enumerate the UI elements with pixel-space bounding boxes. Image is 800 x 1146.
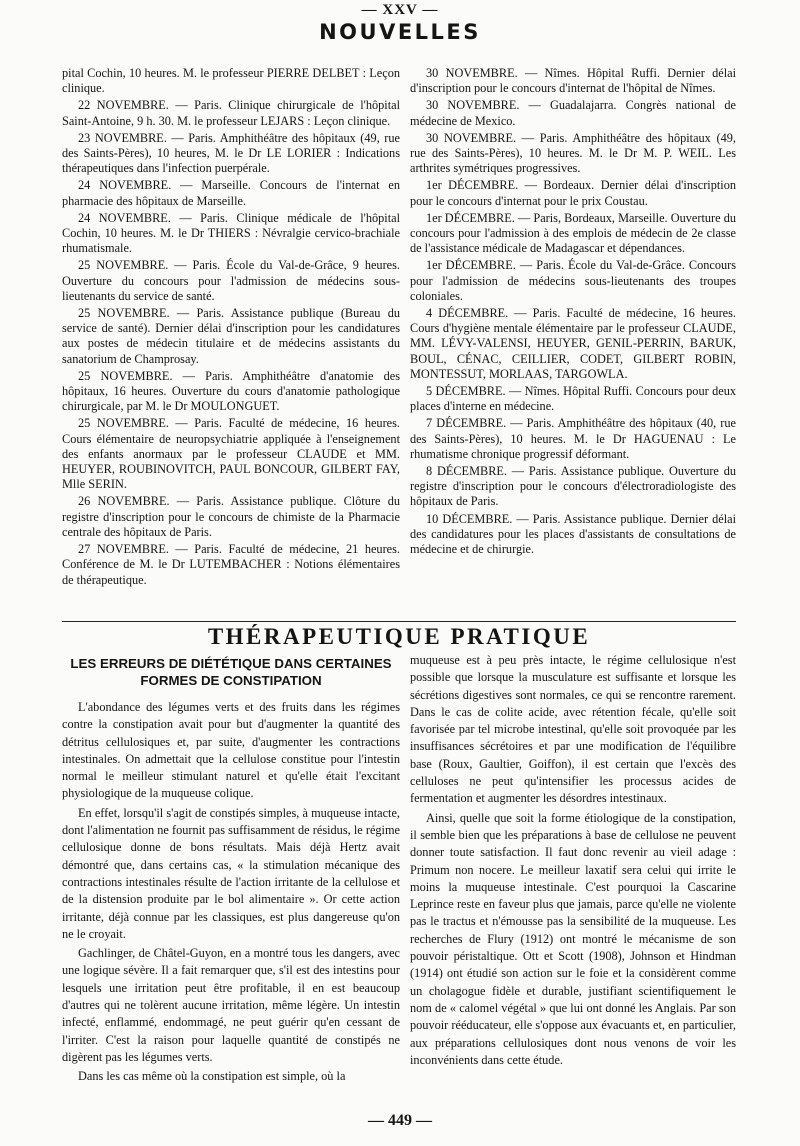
news-item: 25 NOVEMBRE. — Paris. Amphithéâtre d'anatomie des hôpitaux, 16 heures. Ouverture du cours d'anatomie pathologique chirurgicale, par M. le Dr MOULONGUET.	[62, 368, 400, 414]
article-title	[62, 655, 400, 689]
article-column-right	[410, 652, 736, 1071]
article-column-left	[62, 699, 400, 1088]
news-item: 1er DÉCEMBRE. — Paris, Bordeaux, Marseille. Ouverture du concours pour l'admission à des emplois de médecin de 2e classe de l'assistance médicale de Madagascar et dépendances.	[410, 210, 736, 256]
news-item: 1er DÉCEMBRE. — Paris. École du Val-de-Grâce. Concours pour l'admission de médecins sous-lieutenants des troupes coloniales.	[410, 258, 736, 303]
article-paragraph: Ainsi, quelle que soit la forme étiologique de la constipation, il semble bien que les préparations à base de cellulose ne peuvent donner toute satisfaction. Il faut donc revenir au vieil adage : Primum non nocere. Le meilleur laxatif sera celui qui irrite le moins la muqueuse intestinale. C'est pourquoi la Cascarine Leprince reste en faveur plus que jamais, parce qu'elle ne violente pas le tractus et n'émousse pas la sensibilité de la muqueuse. Les recherches de Flury (1912) ont montré le mécanisme de son pouvoir péristaltique. Ott et Scott (1908), Johnson et Hindman (1914) ont étudié son action sur le foie et la considèrent comme un cholagogue fidèle et durable, justifiant scientifiquement le nom de « calomel végétal » que lui ont donné les Anglais. Par son pouvoir rééducateur, elle s'oppose aux évacuants et, en particulier, aux préparations cellulosiques dont nous venons de voir les inconvénients dans cette étude.	[410, 810, 736, 1067]
news-item: 30 NOVEMBRE. — Paris. Amphithéâtre des hôpitaux (49, rue des Saints-Pères), 10 heures. M. le Dr M. P. WEIL. Les arthrites symétriques progressives.	[410, 130, 736, 176]
news-item: 30 NOVEMBRE. — Guadalajarra. Congrès national de médecine de Mexico.	[410, 98, 736, 128]
roman-page-number: — XXV —	[361, 2, 439, 18]
news-item: 7 DÉCEMBRE. — Paris. Amphithéâtre des hôpitaux (40, rue des Saints-Pères), 10 heures. M. le Dr HAGUENAU : Le rhumatisme chronique progressif déformant.	[410, 416, 736, 461]
news-item: 24 NOVEMBRE. — Paris. Clinique médicale de l'hôpital Cochin, 10 heures. M. le Dr THIERS : Névralgie cervico-brachiale rhumatismale.	[62, 210, 400, 256]
news-item: 8 DÉCEMBRE. — Paris. Assistance publique. Ouverture du registre d'inscription pour le concours d'électroradiologiste des hôpitaux de Paris.	[410, 464, 736, 509]
news-item: 5 DÉCEMBRE. — Nîmes. Hôpital Ruffi. Concours pour deux places d'interne en médecine.	[410, 384, 736, 414]
section-divider	[62, 621, 736, 622]
news-item: 22 NOVEMBRE. — Paris. Clinique chirurgicale de l'hôpital Saint-Antoine, 9 h. 30. M. le professeur LEJARS : Leçon clinique.	[62, 98, 400, 128]
news-item: 4 DÉCEMBRE. — Paris. Faculté de médecine, 16 heures. Cours d'hygiène mentale élémentaire par le professeur CLAUDE, MM. LÉVY-VALENSI, HEUYER, GENIL-PERRIN, BARUK, BOUL, CÉNAC, CEILLIER, CODET, GILBERT ROBIN, MONTESSUT, MORLAAS, TARGOWLA.	[410, 306, 736, 381]
news-item: 30 NOVEMBRE. — Nîmes. Hôpital Ruffi. Dernier délai d'inscription pour le concours d'internat de l'hôpital de Nîmes.	[410, 66, 736, 96]
news-item: 10 DÉCEMBRE. — Paris. Assistance publique. Dernier délai des candidatures pour les places d'assistants de consultations de médecine et de chirurgie.	[410, 511, 736, 557]
section-title-nouvelles: NOUVELLES	[319, 20, 481, 44]
news-item: pital Cochin, 10 heures. M. le professeur PIERRE DELBET : Leçon clinique.	[62, 66, 400, 96]
news-column-left	[62, 66, 400, 590]
article-paragraph: L'abondance des légumes verts et des fruits dans les régimes contre la constipation avait pour but d'augmenter la quantité des détritus cellulosiques et, par suite, d'augmenter les contractions intestinales. On admettait que la cellulose constitue pour l'intestin normal le meilleur stimulant naturel et qu'elle était l'excitant physiologique de la muqueuse colique.	[62, 700, 400, 801]
news-column-right	[410, 66, 736, 559]
news-item: 23 NOVEMBRE. — Paris. Amphithéâtre des hôpitaux (49, rue des Saints-Pères), 10 heures, M. le Dr LE LORIER : Indications thérapeutiques dans l'infection puerpérale.	[62, 130, 400, 176]
news-item: 26 NOVEMBRE. — Paris. Assistance publique. Clôture du registre d'inscription pour le concours de chimiste de la Pharmacie centrale des hôpitaux de Paris.	[62, 494, 400, 539]
news-item: 24 NOVEMBRE. — Marseille. Concours de l'internat en pharmacie des hôpitaux de Marseille.	[62, 178, 400, 208]
news-item: 25 NOVEMBRE. — Paris. Faculté de médecine, 16 heures. Cours élémentaire de neuropsychiatrie appliquée à l'enseignement des enfants anormaux par le professeur CLAUDE et MM. HEUYER, ROUBINOVITCH, PAUL BONCOUR, GILBERT FAY, Mlle SERIN.	[62, 416, 400, 492]
article-paragraph: Gachlinger, de Châtel-Guyon, en a montré tous les dangers, avec une logique sévère. Il a fait remarquer que, s'il est des intestins pour lesquels une irritation peut être profitable, il en est beaucoup d'autres qui ne tolèrent aucune irritation, même légère. Un intestin infecté, enflammé, endommagé, ne peut guérir qu'en cessant de l'irriter. C'est la raison pour laquelle quantité de constipés ne digèrent pas les légumes verts.	[62, 946, 400, 1064]
news-item: 1er DÉCEMBRE. — Bordeaux. Dernier délai d'inscription pour le concours d'internat pour le prix Coustau.	[410, 178, 736, 208]
news-item: 25 NOVEMBRE. — Paris. Assistance publique (Bureau du service de santé). Dernier délai d'inscription pour les candidatures aux postes de médecin titulaire et de médecins assistants du sanatorium de Champrosay.	[62, 306, 400, 366]
article-paragraph: En effet, lorsqu'il s'agit de constipés simples, à muqueuse intacte, dont l'alimentation ne fournit pas suffisamment de résidus, le régime cellulosique donne de bons résultats. Mais déjà Hertz avait démontré que, dans certains cas, « la stimulation mécanique des contractions intestinales résulte de l'action irritante de la cellulose et de la distension produite par le bol alimentaire ». Or cette action irritante, déjà connue par les classiques, est plus dangereuse qu'on ne le croyait.	[62, 805, 400, 941]
news-item: 27 NOVEMBRE. — Paris. Faculté de médecine, 21 heures. Conférence de M. le Dr LUTEMBACHER : Notions élémentaires de thérapeutique.	[62, 542, 400, 587]
article-title-line: FORMES DE CONSTIPATION	[140, 673, 322, 688]
news-item: 25 NOVEMBRE. — Paris. École du Val-de-Grâce, 9 heures. Ouverture du concours pour l'admission de médecins sous-lieutenants du service de santé.	[62, 258, 400, 303]
section-title-therapeutique: THÉRAPEUTIQUE PRATIQUE	[207, 624, 591, 649]
article-paragraph: muqueuse est à peu près intacte, le régime cellulosique n'est possible que lorsque la musculature est suffisante et lorsque les sécrétions digestives sont normales, ce qui se rencontre rarement. Dans le cas de colite acide, avec rétention fécale, qu'elle soit favorisée par tel microbe intestinal, qu'elle soit provoquée par les insuffisances sécrétoires et par une modification de l'équilibre base (Roux, Gaultier, Goiffon), il est certain que l'excès des celluloses ne peut qu'intensifier les processus acides de fermentation et augmenter les désordres intestinaux.	[410, 653, 736, 806]
article-paragraph: Dans les cas même où la constipation est simple, où la	[78, 1069, 346, 1084]
page-number: — 449 —	[368, 1112, 432, 1129]
article-title-line: LES ERREURS DE DIÉTÉTIQUE DANS CERTAINES	[70, 656, 392, 671]
